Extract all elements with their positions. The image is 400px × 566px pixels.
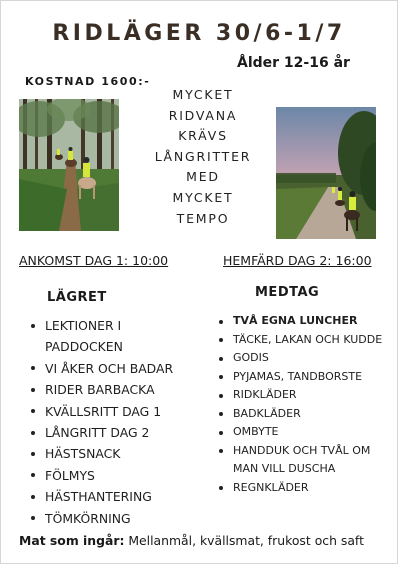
slogan-line: TEMPO <box>176 210 230 226</box>
list-item: TVÅ EGNA LUNCHER <box>219 312 393 331</box>
slogan <box>129 85 277 229</box>
arrival-time: ANKOMST DAG 1: 10:00 <box>19 253 169 268</box>
medtag-heading: MEDTAG <box>255 285 320 300</box>
list-item: VI ÅKER OCH BADAR <box>31 358 175 379</box>
age-range: Ålder 12-16 år <box>237 55 350 71</box>
food-info <box>19 533 364 548</box>
slogan-line: MYCKET <box>172 87 234 102</box>
list-item: RIDKLÄDER <box>219 386 393 405</box>
list-item: GODIS <box>219 349 393 368</box>
slogan-line: MYCKET <box>172 189 234 205</box>
medtag-list <box>219 312 393 497</box>
slogan-line: RIDVANA <box>168 107 238 123</box>
list-item: HANDDUK OCH TVÅL OM MAN VILL DUSCHA <box>219 442 393 479</box>
lagret-list <box>31 315 175 529</box>
slogan-line: MED <box>186 169 220 185</box>
list-item: FÖLMYS <box>31 465 175 486</box>
list-item: TÖMKÖRNING <box>31 508 175 529</box>
cost-label: KOSTNAD 1600:- <box>25 75 151 88</box>
list-item: RIDER BARBACKA <box>31 379 175 400</box>
list-item: HÄSTHANTERING <box>31 486 175 507</box>
lagret-heading: LÄGRET <box>47 290 107 305</box>
list-item: OMBYTE <box>219 423 393 442</box>
food-text: Mellanmål, kvällsmat, frukost och saft <box>124 533 364 548</box>
list-item: BADKLÄDER <box>219 405 393 424</box>
food-label: Mat som ingår: <box>19 533 125 548</box>
sunset-road-photo <box>276 107 376 239</box>
list-item: PYJAMAS, TANDBORSTE <box>219 368 393 387</box>
list-item: LÅNGRITT DAG 2 <box>31 422 175 443</box>
list-item: KVÄLLSRITT DAG 1 <box>31 401 175 422</box>
list-item: HÄSTSNACK <box>31 443 175 464</box>
page-title: RIDLÄGER 30/6-1/7 <box>52 21 346 46</box>
list-item: LEKTIONER I PADDOCKEN <box>31 315 175 358</box>
forest-trail-photo <box>19 99 119 231</box>
departure-time: HEMFÄRD DAG 2: 16:00 <box>223 253 372 268</box>
list-item: TÄCKE, LAKAN OCH KUDDE <box>219 331 393 350</box>
slogan-line: LÅNGRITTER <box>154 148 252 164</box>
list-item: REGNKLÄDER <box>219 479 393 498</box>
slogan-line: KRÄVS <box>178 128 228 144</box>
